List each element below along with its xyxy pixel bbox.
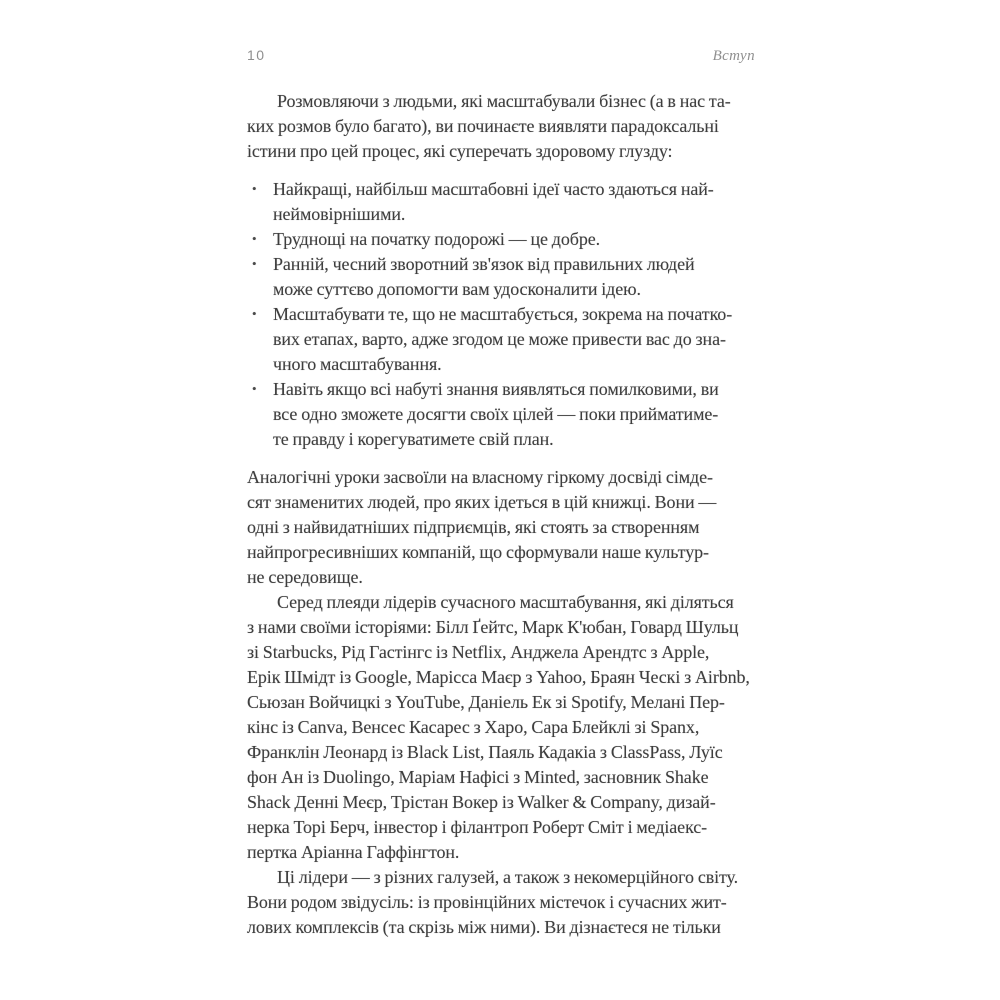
text-line: нерка Торі Берч, інвестор і філантроп Роберт Сміт і медіаекс- <box>247 817 708 837</box>
list-item <box>252 177 767 227</box>
list-item <box>252 252 767 302</box>
running-title: Вступ <box>712 48 755 64</box>
text-line: Навіть якщо всі набуті знання виявляться помилковими, ви <box>273 379 719 399</box>
text-line: Ерік Шмідт із Google, Марісса Маєр з Yahoo, Браян Ческі з Airbnb, <box>247 667 750 687</box>
text-line: лових комплексів (та скрізь між ними). Ви дізнаєтеся не тільки <box>247 917 721 937</box>
text-line: Аналогічні уроки засвоїли на власному гіркому досвіді сімде- <box>247 467 713 487</box>
text-line: ких розмов було багато), ви починаєте виявляти парадоксальні <box>247 116 719 136</box>
text-line: фон Ан із Duolingo, Маріам Нафісі з Minted, засновник Shake <box>247 767 709 787</box>
page-header <box>247 46 767 65</box>
text-line: Труднощі на початку подорожі — це добре. <box>273 229 601 249</box>
list-item <box>252 377 767 452</box>
paragraph-leaders <box>247 590 767 865</box>
paragraph-origins <box>247 865 767 940</box>
text-line: може суттєво допомогти вам удосконалити ідею. <box>273 279 641 299</box>
bullet-icon: • <box>252 306 257 321</box>
bullet-list <box>247 177 767 452</box>
text-line: кінс із Canva, Венсес Касарес з Харо, Сара Блейклі зі Spanx, <box>247 717 700 737</box>
text-line: пертка Аріанна Гаффінгтон. <box>247 842 460 862</box>
text-line: з нами своїми історіями: Білл Ґейтс, Марк К'юбан, Говард Шульц <box>247 617 739 637</box>
text-line: Вони родом звідусіль: із провінційних містечок і сучасних жит- <box>247 892 727 912</box>
text-line: Франклін Леонард із Black List, Паяль Кадакіа з ClassPass, Луїс <box>247 742 723 762</box>
text-line: неймовірнішими. <box>273 204 406 224</box>
bullet-icon: • <box>252 381 257 396</box>
bullet-icon: • <box>252 256 257 271</box>
text-line: Розмовляючи з людьми, які масштабували бізнес (а в нас та- <box>277 91 731 111</box>
text-line: Найкращі, найбільш масштабовні ідеї часто здаються най- <box>273 179 714 199</box>
text-line: зі Starbucks, Рід Гастінгс із Netflix, Анджела Арендтс з Apple, <box>247 642 710 662</box>
text-line: все одно зможете досягти своїх цілей — поки прийматиме- <box>273 404 719 424</box>
list-item <box>252 227 767 252</box>
bullet-icon: • <box>252 231 257 246</box>
text-line: Ранній, чесний зворотний зв'язок від правильних людей <box>273 254 695 274</box>
text-line: Ці лідери — з різних галузей, а також з некомерційного світу. <box>277 867 739 887</box>
list-item <box>252 302 767 377</box>
text-line: найпрогресивніших компаній, що сформували наше культур- <box>247 542 709 562</box>
text-line: Масштабувати те, що не масштабується, зокрема на початко- <box>273 304 733 324</box>
text-line: одні з найвидатніших підприємців, які стоять за створенням <box>247 517 700 537</box>
text-line: те правду і корегуватимете свій план. <box>273 429 554 449</box>
text-line: істини про цей процес, які суперечать здоровому глузду: <box>247 141 673 161</box>
text-line: вих етапах, варто, адже згодом це може привести вас до зна- <box>273 329 726 349</box>
text-line: Серед плеяди лідерів сучасного масштабування, які діляться <box>277 592 734 612</box>
bullet-icon: • <box>252 181 257 196</box>
page-number: 10 <box>247 47 266 63</box>
paragraph-intro <box>247 89 767 164</box>
text-line: сят знаменитих людей, про яких ідеться в цій книжці. Вони — <box>247 492 717 512</box>
text-line: чного масштабування. <box>273 354 442 374</box>
paragraph-lessons <box>247 465 767 590</box>
text-line: Shack Денні Меєр, Трістан Вокер із Walker & Company, дизай- <box>247 792 716 812</box>
text-line: не середовище. <box>247 567 363 587</box>
text-line: Сьюзан Войчицкі з YouTube, Даніель Ек зі Spotify, Мелані Пер- <box>247 692 725 712</box>
page-body <box>247 89 767 940</box>
